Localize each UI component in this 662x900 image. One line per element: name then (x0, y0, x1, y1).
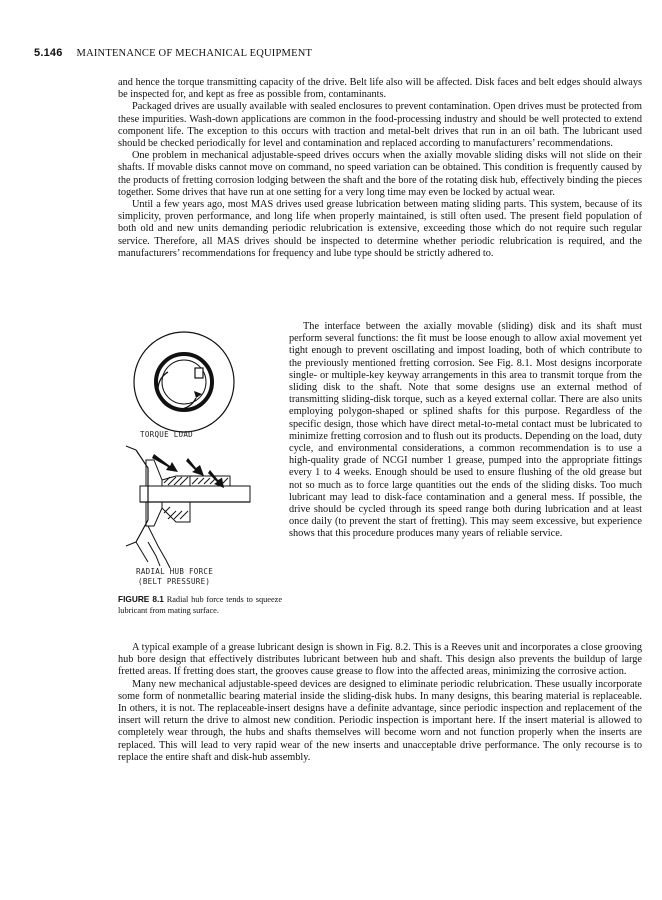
figure-8-1 (118, 330, 286, 630)
paragraph: Many new mechanical adjustable-speed devices are designed to eliminate periodic relubrication. These usually incorporate some form of nonmetallic bearing material inside the sliding-disk hubs. In many designs, this bearing material is replaceable. In others, it is not. The replaceable-insert designs have a definite advantage, since periodic inspection and replacement of the insert will return the drive to almost new condition. Periodic inspection is important here. If the insert material is allowed to completely wear through, the hubs and shafts themselves will become worn and not function properly when the inserts are replaced. This will lead to very rapid wear of the new inserts and unacceptable drive performance. The only recourse is to replace the entire shaft and disk-hub assembly. (118, 678, 642, 763)
paragraph: Until a few years ago, most MAS drives used grease lubrication between mating sliding parts. This system, because of its simplicity, proven performance, and long life when properly maintained, is still often used. The present field population of both old and new units demanding periodic relubrication is extensive, exceeding those which do not require such regular service. Therefore, all MAS drives should be inspected to determine whether periodic relubrication is required, and the manufacturers’ recommendations for frequency and lube type should be strictly adhered to. (118, 199, 642, 259)
paragraph: The interface between the axially movable (sliding) disk and its shaft must perform several functions: the fit must be loose enough to allow axial movement yet tight enough to prevent oscillating and impost loading, both of which contribute to the previously mentioned fretting corrosion. See Fig. 8.1. Most designs incorporate single- or multiple-key keyway arrangements in this area to transmit torque from the sliding disk to the shaft. Note that some designs use an external method of transmitting sliding-disk torque, such as a keyed external collar. There are also units employing polygon-shaped or splined shafts for this purpose. Regardless of the specific design, those which have direct metal-to-metal contact must be lubricated to minimize fretting corrosion and to flush out its products. Depending on the load, duty cycle, and environmental considerations, a common recommendation is to use a high-quality grade of NCGI number 1 grease, pumped into the appropriate fittings every 1 to 4 weeks. Enough should be used to ensure flushing of the old grease but not so much as to force large quantities out the ends of the sliding disks. Too much lubricant may lead to disk-face contamination and a general mess. If possible, the drive should be cycled through its speed range both during lubrication and at least once daily (to prevent the start of fretting). This may seem excessive, but experience shows that this procedure produces many years of reliable service. (289, 321, 642, 540)
paragraph: Packaged drives are usually available with sealed enclosures to prevent contamination. Open drives must be protected from these impurities. Wash-down applications are common in the food-processing industry and should be well protected to extend component life. The exception to this occurs with traction and metal-belt drives that run in an oil bath. The lubricant used should be checked periodically for level and contamination and replaced according to manufacturers’ recommendations. (118, 101, 642, 150)
label-radial-hub-force: RADIAL HUB FORCE (136, 567, 214, 576)
figure-drawing (118, 330, 286, 590)
hub-cross-section (134, 332, 234, 432)
running-title: MAINTENANCE OF MECHANICAL EQUIPMENT (76, 48, 313, 59)
label-torque-load: TORQUE LOAD (140, 430, 193, 439)
label-belt-pressure: (BELT PRESSURE) (138, 577, 211, 586)
paragraph: One problem in mechanical adjustable-speed drives occurs when the axially movable sliding disks will not slide on their shafts. If movable disks cannot move on command, no speed variation can be obtained. This condition is frequently caused by the products of fretting corrosion lodging between the shaft and the bore of the rotating disk hub, effectively binding the pieces together. Some drives that have run at one setting for a very long time may even be locked by actual wear. (118, 150, 642, 198)
caption-text: Radial hub force tends to squeeze lubricant from mating surface. (118, 595, 282, 615)
paragraph: A typical example of a grease lubricant design is shown in Fig. 8.2. This is a Reeves unit and incorporates a close grooving hub bore design that effectively distributes lubricant between hub and shaft. This design also prevents the buildup of large fretted areas. If fretting does start, the grooves cause grease to flow into the affected areas, minimizing the corrosive action. (118, 642, 642, 678)
running-head (34, 47, 634, 59)
page-number: 5.146 (34, 47, 63, 59)
body-text-wrap-column (289, 321, 642, 541)
body-text-top (118, 77, 642, 260)
body-text-bottom (118, 642, 642, 764)
caption-figure-number: FIGURE 8.1 (118, 594, 164, 604)
figure-caption (118, 594, 282, 616)
paragraph: and hence the torque transmitting capacity of the drive. Belt life also will be affected. Disk faces and belt edges should always be inspected for, and kept as free as possible from, contaminants. (118, 77, 642, 101)
